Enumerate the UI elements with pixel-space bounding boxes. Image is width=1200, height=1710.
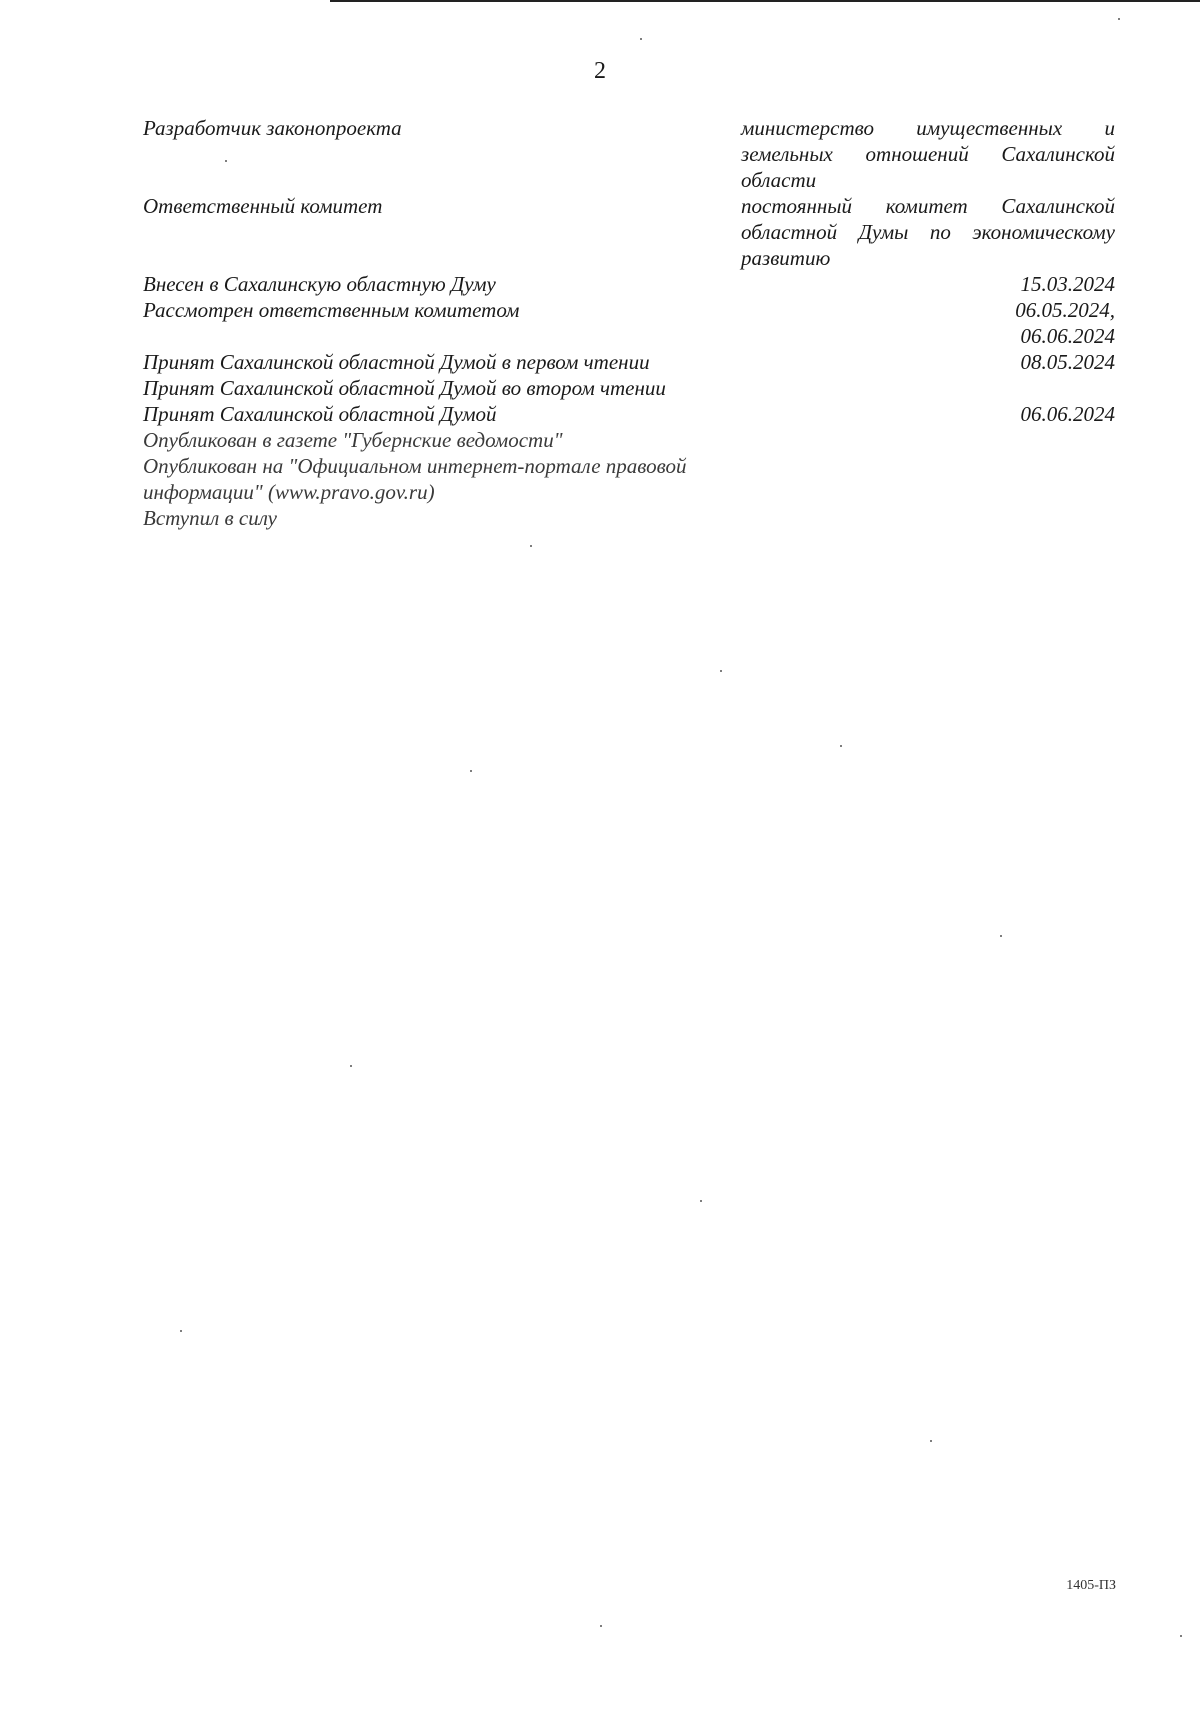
developer-value-line: министерство имущественных и <box>741 116 1115 140</box>
submitted-date: 15.03.2024 <box>1020 272 1115 296</box>
reviewed-date-2: 06.06.2024 <box>1020 324 1115 348</box>
reviewed-date-1: 06.05.2024, <box>1015 298 1115 322</box>
adopted-label: Принят Сахалинской областной Думой <box>143 402 497 426</box>
page-number: 2 <box>594 58 606 84</box>
adopted-date: 06.06.2024 <box>1020 402 1115 426</box>
document-code: 1405-ПЗ <box>1066 1578 1116 1593</box>
published-portal-label-line-2: информации" (www.pravo.gov.ru) <box>143 480 435 504</box>
reviewed-label: Рассмотрен ответственным комитетом <box>143 298 520 322</box>
scan-speck <box>840 745 842 747</box>
second-reading-label: Принят Сахалинской областной Думой во втором чтении <box>143 376 666 400</box>
committee-value-line: постоянный комитет Сахалинской <box>741 194 1115 218</box>
published-portal-label-line-1: Опубликован на "Официальном интернет-портале правовой <box>143 454 687 478</box>
first-reading-date: 08.05.2024 <box>1020 350 1115 374</box>
developer-label: Разработчик законопроекта <box>143 116 402 140</box>
scan-speck <box>1000 935 1002 937</box>
scan-speck <box>600 1625 602 1627</box>
committee-value-line: развитию <box>741 246 831 270</box>
scan-speck <box>470 770 472 772</box>
scan-speck <box>225 160 227 162</box>
scan-speck <box>1118 18 1120 20</box>
published-newspaper-label: Опубликован в газете "Губернские ведомости" <box>143 428 563 452</box>
scan-speck <box>700 1200 702 1202</box>
developer-value-line: области <box>741 168 817 192</box>
submitted-label: Внесен в Сахалинскую областную Думу <box>143 272 496 296</box>
top-border-line <box>330 0 1200 2</box>
scan-speck <box>1180 1635 1182 1637</box>
scan-speck <box>720 670 722 672</box>
scan-speck <box>180 1330 182 1332</box>
committee-value-line: областной Думы по экономическому <box>741 220 1115 244</box>
scan-speck <box>350 1065 352 1067</box>
scan-speck <box>930 1440 932 1442</box>
scan-speck <box>640 38 642 40</box>
scan-speck <box>530 545 532 547</box>
in-force-label: Вступил в силу <box>143 506 277 530</box>
committee-label: Ответственный комитет <box>143 194 383 218</box>
committee-value <box>741 193 1115 271</box>
developer-value <box>741 115 1115 193</box>
developer-value-line: земельных отношений Сахалинской <box>741 142 1115 166</box>
first-reading-label: Принят Сахалинской областной Думой в первом чтении <box>143 350 650 374</box>
